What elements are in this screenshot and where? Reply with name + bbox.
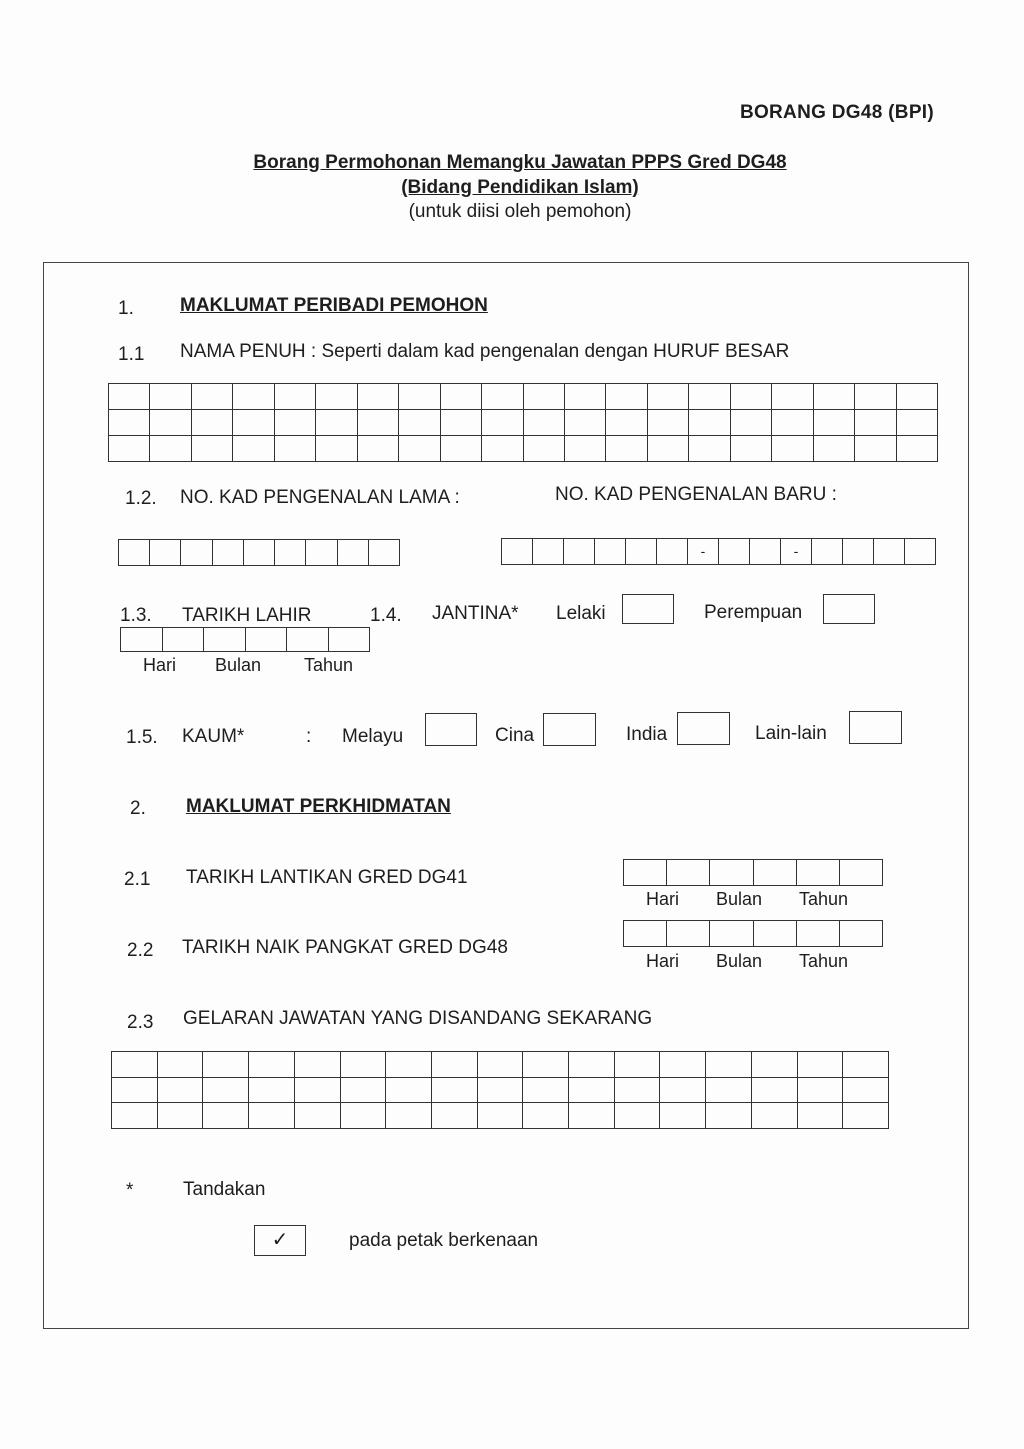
grid-cell[interactable] xyxy=(606,436,647,462)
input-cell[interactable] xyxy=(369,540,399,565)
section1-number: 1. xyxy=(118,298,134,319)
footnote-star: * xyxy=(126,1180,134,1201)
grid-cell[interactable] xyxy=(441,436,482,462)
grid-cell[interactable] xyxy=(897,384,938,410)
s22-month-label: Bulan xyxy=(716,951,763,971)
input-cell[interactable] xyxy=(667,860,710,885)
grid-cell[interactable] xyxy=(233,384,274,410)
input-cell[interactable] xyxy=(750,539,781,564)
grid-cell[interactable] xyxy=(233,410,274,436)
grid-cell[interactable] xyxy=(648,384,689,410)
input-cell[interactable] xyxy=(843,539,874,564)
grid-cell[interactable] xyxy=(432,1052,478,1078)
grid-cell[interactable] xyxy=(386,1052,432,1078)
grid-cell[interactable] xyxy=(233,436,274,462)
footnote-suffix: pada petak berkenaan xyxy=(349,1230,539,1251)
section1-title: MAKLUMAT PERIBADI PEMOHON xyxy=(180,295,488,316)
race-cina-label: Cina xyxy=(495,725,535,746)
s11-number: 1.1 xyxy=(118,344,145,365)
grid-cell[interactable] xyxy=(399,410,440,436)
grid-cell[interactable] xyxy=(798,1052,844,1078)
grid-cell[interactable] xyxy=(615,1078,661,1104)
grid-cell[interactable] xyxy=(112,1052,158,1078)
grid-cell[interactable] xyxy=(192,436,233,462)
s12-new-label: NO. KAD PENGENALAN BARU : xyxy=(555,484,837,505)
race-melayu-label: Melayu xyxy=(342,726,404,747)
input-cell[interactable] xyxy=(244,540,275,565)
grid-cell[interactable] xyxy=(358,410,399,436)
grid-cell[interactable] xyxy=(386,1103,432,1129)
input-cell[interactable] xyxy=(710,921,753,946)
grid-cell[interactable] xyxy=(441,384,482,410)
full-name-grid[interactable] xyxy=(108,383,938,462)
s21-day-label: Hari xyxy=(646,889,680,909)
grid-cell[interactable] xyxy=(660,1078,706,1104)
check-icon: ✓ xyxy=(254,1225,306,1256)
grid-cell[interactable] xyxy=(150,384,191,410)
grid-cell[interactable] xyxy=(689,436,730,462)
grid-cell[interactable] xyxy=(432,1078,478,1104)
grid-cell[interactable] xyxy=(482,436,523,462)
input-cell[interactable] xyxy=(874,539,905,564)
grid-cell[interactable] xyxy=(399,384,440,410)
grid-cell[interactable] xyxy=(798,1078,844,1104)
s12-old-label: NO. KAD PENGENALAN LAMA : xyxy=(180,487,460,508)
grid-cell[interactable] xyxy=(523,1078,569,1104)
grid-cell[interactable] xyxy=(648,410,689,436)
grid-cell[interactable] xyxy=(249,1103,295,1129)
s13-label: TARIKH LAHIR xyxy=(182,605,312,626)
grid-cell[interactable] xyxy=(523,1103,569,1129)
grid-cell[interactable] xyxy=(731,436,772,462)
grid-cell[interactable] xyxy=(150,410,191,436)
grid-cell[interactable] xyxy=(316,410,357,436)
birth-year-label: Tahun xyxy=(304,655,354,675)
grid-cell[interactable] xyxy=(203,1103,249,1129)
grid-cell[interactable] xyxy=(203,1052,249,1078)
appointment-date-input[interactable] xyxy=(623,859,883,886)
grid-cell[interactable] xyxy=(524,410,565,436)
grid-cell[interactable] xyxy=(615,1103,661,1129)
s13-number: 1.3. xyxy=(120,605,152,626)
grid-cell[interactable] xyxy=(341,1103,387,1129)
grid-cell[interactable] xyxy=(752,1052,798,1078)
gender-female-checkbox[interactable] xyxy=(823,594,875,624)
s23-label: GELARAN JAWATAN YANG DISANDANG SEKARANG xyxy=(183,1008,653,1029)
grid-cell[interactable] xyxy=(855,436,896,462)
grid-cell[interactable] xyxy=(731,384,772,410)
grid-cell[interactable] xyxy=(482,384,523,410)
input-cell[interactable] xyxy=(533,539,564,564)
input-cell[interactable] xyxy=(204,628,246,651)
grid-cell[interactable] xyxy=(158,1103,204,1129)
input-cell[interactable] xyxy=(119,540,150,565)
grid-cell[interactable] xyxy=(689,384,730,410)
grid-cell[interactable] xyxy=(569,1052,615,1078)
grid-cell[interactable] xyxy=(689,410,730,436)
input-cell[interactable] xyxy=(840,860,882,885)
grid-cell[interactable] xyxy=(316,436,357,462)
input-cell[interactable] xyxy=(667,921,710,946)
form-note: (untuk diisi oleh pemohon) xyxy=(408,201,632,222)
grid-cell[interactable] xyxy=(660,1052,706,1078)
grid-cell[interactable] xyxy=(109,384,150,410)
grid-cell[interactable] xyxy=(615,1052,661,1078)
position-title-grid[interactable] xyxy=(111,1051,889,1129)
input-cell[interactable] xyxy=(710,860,753,885)
grid-cell[interactable] xyxy=(478,1078,524,1104)
grid-cell[interactable] xyxy=(565,384,606,410)
grid-cell[interactable] xyxy=(478,1103,524,1129)
s21-year-label: Tahun xyxy=(799,889,849,909)
grid-cell[interactable] xyxy=(814,436,855,462)
birth-day-label: Hari xyxy=(143,655,177,675)
new-ic-input[interactable] xyxy=(501,538,936,565)
race-india-checkbox[interactable] xyxy=(677,712,730,745)
grid-cell[interactable] xyxy=(275,384,316,410)
input-cell[interactable] xyxy=(626,539,657,564)
grid-cell[interactable] xyxy=(478,1052,524,1078)
grid-cell[interactable] xyxy=(158,1078,204,1104)
input-cell[interactable] xyxy=(754,921,797,946)
race-melayu-checkbox[interactable] xyxy=(425,713,477,746)
grid-cell[interactable] xyxy=(432,1103,478,1129)
input-cell[interactable] xyxy=(502,539,533,564)
grid-cell[interactable] xyxy=(295,1078,341,1104)
input-cell[interactable] xyxy=(329,628,370,651)
birth-date-input[interactable] xyxy=(120,627,370,652)
grid-cell[interactable] xyxy=(249,1078,295,1104)
input-cell[interactable] xyxy=(163,628,205,651)
section2-number: 2. xyxy=(130,798,146,819)
grid-cell[interactable] xyxy=(441,410,482,436)
race-india-label: India xyxy=(626,724,668,745)
input-cell[interactable] xyxy=(181,540,212,565)
grid-cell[interactable] xyxy=(249,1052,295,1078)
footnote-text: Tandakan xyxy=(183,1179,266,1200)
grid-cell[interactable] xyxy=(706,1078,752,1104)
race-lainlain-checkbox[interactable] xyxy=(849,711,902,744)
gender-male-label: Lelaki xyxy=(556,603,606,624)
form-title: Borang Permohonan Memangku Jawatan PPPS Gred DG48 xyxy=(253,152,787,173)
grid-cell[interactable] xyxy=(341,1078,387,1104)
old-ic-input[interactable] xyxy=(118,539,400,566)
grid-cell[interactable] xyxy=(341,1052,387,1078)
birth-month-label: Bulan xyxy=(215,655,262,675)
grid-cell[interactable] xyxy=(112,1078,158,1104)
input-cell[interactable] xyxy=(624,860,667,885)
input-cell[interactable] xyxy=(905,539,935,564)
grid-cell[interactable] xyxy=(731,410,772,436)
input-cell[interactable] xyxy=(150,540,181,565)
grid-cell[interactable] xyxy=(569,1103,615,1129)
grid-cell[interactable] xyxy=(772,410,813,436)
input-cell[interactable] xyxy=(213,540,244,565)
grid-cell[interactable] xyxy=(150,436,191,462)
input-cell[interactable] xyxy=(754,860,797,885)
input-cell[interactable] xyxy=(812,539,843,564)
grid-cell[interactable] xyxy=(158,1052,204,1078)
grid-cell[interactable] xyxy=(524,384,565,410)
s22-year-label: Tahun xyxy=(799,951,849,971)
s21-label: TARIKH LANTIKAN GRED DG41 xyxy=(186,867,468,888)
s12-number: 1.2. xyxy=(125,488,157,509)
section2-title: MAKLUMAT PERKHIDMATAN xyxy=(186,796,451,817)
grid-cell[interactable] xyxy=(482,410,523,436)
s21-month-label: Bulan xyxy=(716,889,763,909)
grid-cell[interactable] xyxy=(772,384,813,410)
grid-cell[interactable] xyxy=(855,410,896,436)
input-cell[interactable] xyxy=(564,539,595,564)
grid-cell[interactable] xyxy=(814,410,855,436)
input-cell[interactable] xyxy=(657,539,688,564)
grid-cell[interactable] xyxy=(569,1078,615,1104)
grid-cell[interactable] xyxy=(855,384,896,410)
grid-cell[interactable] xyxy=(706,1052,752,1078)
input-cell[interactable] xyxy=(338,540,369,565)
grid-cell[interactable] xyxy=(843,1078,889,1104)
grid-cell[interactable] xyxy=(399,436,440,462)
input-cell[interactable] xyxy=(306,540,337,565)
s15-colon: : xyxy=(306,726,312,747)
s22-day-label: Hari xyxy=(646,951,680,971)
grid-cell[interactable] xyxy=(316,384,357,410)
s22-label: TARIKH NAIK PANGKAT GRED DG48 xyxy=(182,937,508,958)
grid-cell[interactable] xyxy=(814,384,855,410)
input-cell[interactable] xyxy=(797,921,840,946)
grid-cell[interactable] xyxy=(192,384,233,410)
grid-cell[interactable] xyxy=(843,1052,889,1078)
grid-cell[interactable] xyxy=(275,436,316,462)
grid-cell[interactable] xyxy=(295,1103,341,1129)
grid-cell[interactable] xyxy=(798,1103,844,1129)
grid-cell[interactable] xyxy=(358,436,399,462)
s22-number: 2.2 xyxy=(127,940,154,961)
grid-cell[interactable] xyxy=(897,436,938,462)
form-code: BORANG DG48 (BPI) xyxy=(739,102,934,123)
grid-cell[interactable] xyxy=(843,1103,889,1129)
s23-number: 2.3 xyxy=(127,1012,154,1033)
input-cell[interactable] xyxy=(624,921,667,946)
grid-cell[interactable] xyxy=(897,410,938,436)
s15-label: KAUM* xyxy=(182,726,245,747)
grid-cell[interactable] xyxy=(565,410,606,436)
grid-cell[interactable] xyxy=(565,436,606,462)
gender-male-checkbox[interactable] xyxy=(622,594,674,624)
ic-separator: - xyxy=(781,539,812,564)
race-lainlain-label: Lain-lain xyxy=(755,723,827,744)
grid-cell[interactable] xyxy=(203,1078,249,1104)
grid-cell[interactable] xyxy=(358,384,399,410)
input-cell[interactable] xyxy=(287,628,329,651)
input-cell[interactable] xyxy=(840,921,882,946)
grid-cell[interactable] xyxy=(109,410,150,436)
grid-cell[interactable] xyxy=(112,1103,158,1129)
ic-separator: - xyxy=(688,539,719,564)
race-cina-checkbox[interactable] xyxy=(543,713,596,746)
grid-cell[interactable] xyxy=(109,436,150,462)
grid-cell[interactable] xyxy=(660,1103,706,1129)
form-subtitle: (Bidang Pendidikan Islam) xyxy=(401,177,639,198)
input-cell[interactable] xyxy=(275,540,306,565)
s14-label: JANTINA* xyxy=(432,603,519,624)
grid-cell[interactable] xyxy=(772,436,813,462)
grid-cell[interactable] xyxy=(706,1103,752,1129)
grid-cell[interactable] xyxy=(386,1078,432,1104)
input-cell[interactable] xyxy=(797,860,840,885)
grid-cell[interactable] xyxy=(606,384,647,410)
grid-cell[interactable] xyxy=(275,410,316,436)
input-cell[interactable] xyxy=(121,628,163,651)
gender-female-label: Perempuan xyxy=(704,602,803,623)
grid-cell[interactable] xyxy=(524,436,565,462)
promotion-date-input[interactable] xyxy=(623,920,883,947)
grid-cell[interactable] xyxy=(192,410,233,436)
grid-cell[interactable] xyxy=(295,1052,341,1078)
grid-cell[interactable] xyxy=(752,1078,798,1104)
s11-label: NAMA PENUH : Seperti dalam kad pengenalan dengan HURUF BESAR xyxy=(180,341,790,362)
s15-number: 1.5. xyxy=(126,727,158,748)
input-cell[interactable] xyxy=(595,539,626,564)
grid-cell[interactable] xyxy=(752,1103,798,1129)
input-cell[interactable] xyxy=(246,628,288,651)
input-cell[interactable] xyxy=(719,539,750,564)
s14-number: 1.4. xyxy=(370,605,402,626)
grid-cell[interactable] xyxy=(523,1052,569,1078)
s21-number: 2.1 xyxy=(124,869,151,890)
grid-cell[interactable] xyxy=(648,436,689,462)
grid-cell[interactable] xyxy=(606,410,647,436)
